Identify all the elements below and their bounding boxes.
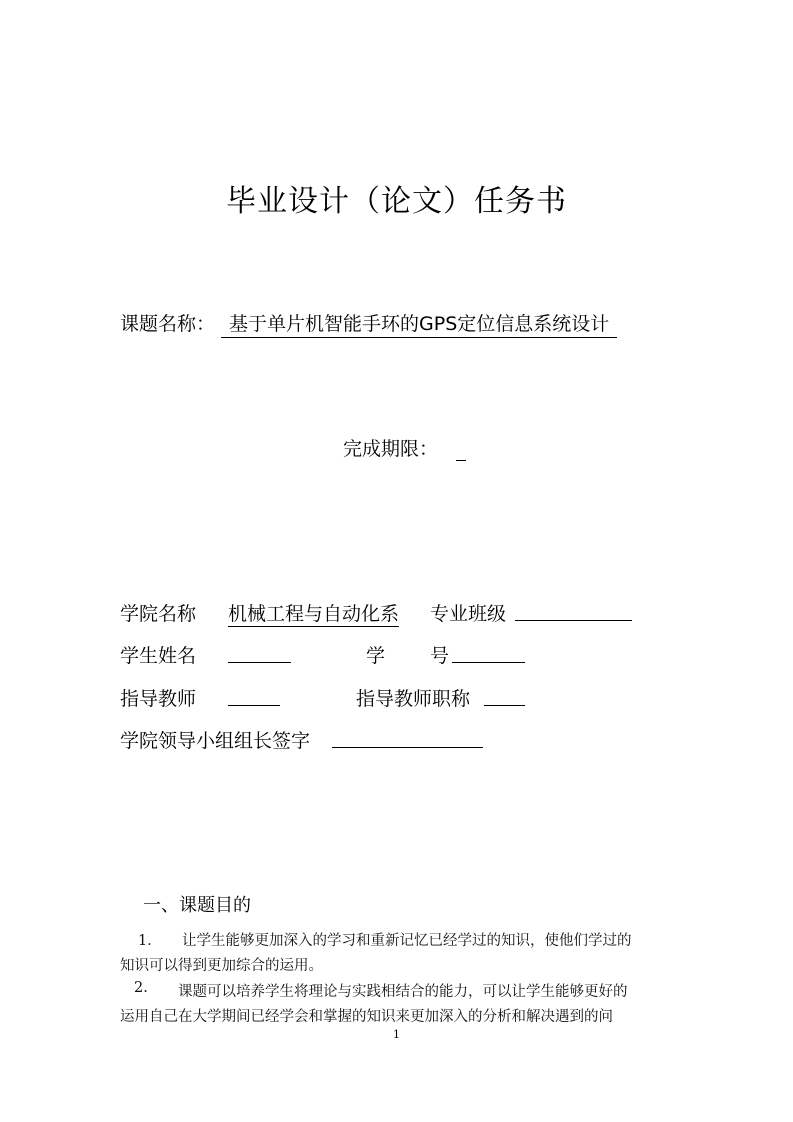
paragraph-2-line-1: 课题可以培养学生将理论与实践相结合的能力，可以让学生能够更好的 — [178, 984, 628, 1000]
page-number: 1 — [393, 1028, 400, 1041]
id-label-2: 号 — [430, 645, 450, 667]
section-heading: 一、课题目的 — [143, 895, 251, 916]
deadline-value — [456, 440, 466, 461]
paragraph-1-line-2: 知识可以得到更加综合的运用。 — [120, 958, 323, 974]
advisor-title-value — [484, 685, 525, 706]
paragraph-2-line-2: 运用自己在大学期间已经学会和掌握的知识来更加深入的分析和解决遇到的问 — [120, 1009, 613, 1025]
topic-label: 课题名称： — [120, 313, 216, 335]
advisor-value — [228, 685, 280, 706]
leader-sign-value — [332, 727, 483, 748]
student-value — [228, 642, 291, 663]
deadline-row — [343, 434, 466, 461]
college-value: 机械工程与自动化系 — [228, 599, 399, 627]
class-value — [515, 600, 632, 621]
student-label: 学生姓名 — [120, 645, 197, 667]
class-label: 专业班级 — [430, 603, 507, 625]
id-label-1: 学 — [366, 645, 386, 667]
topic-row — [120, 309, 617, 338]
deadline-label: 完成期限： — [343, 438, 439, 460]
paragraph-2-number: 2. — [134, 980, 148, 996]
paragraph-1-number: 1． — [138, 933, 162, 949]
college-label: 学院名称 — [120, 603, 197, 625]
paragraph-1-line-1: 让学生能够更加深入的学习和重新记忆已经学过的知识，使他们学过的 — [182, 933, 632, 949]
advisor-title-label: 指导教师职称 — [356, 688, 471, 710]
advisor-label: 指导教师 — [120, 688, 197, 710]
topic-value: 基于单片机智能手环的GPS定位信息系统设计 — [221, 309, 617, 338]
document-title: 毕业设计（论文）任务书 — [226, 184, 567, 219]
id-value — [452, 642, 525, 663]
leader-sign-label: 学院领导小组组长签字 — [120, 730, 311, 752]
